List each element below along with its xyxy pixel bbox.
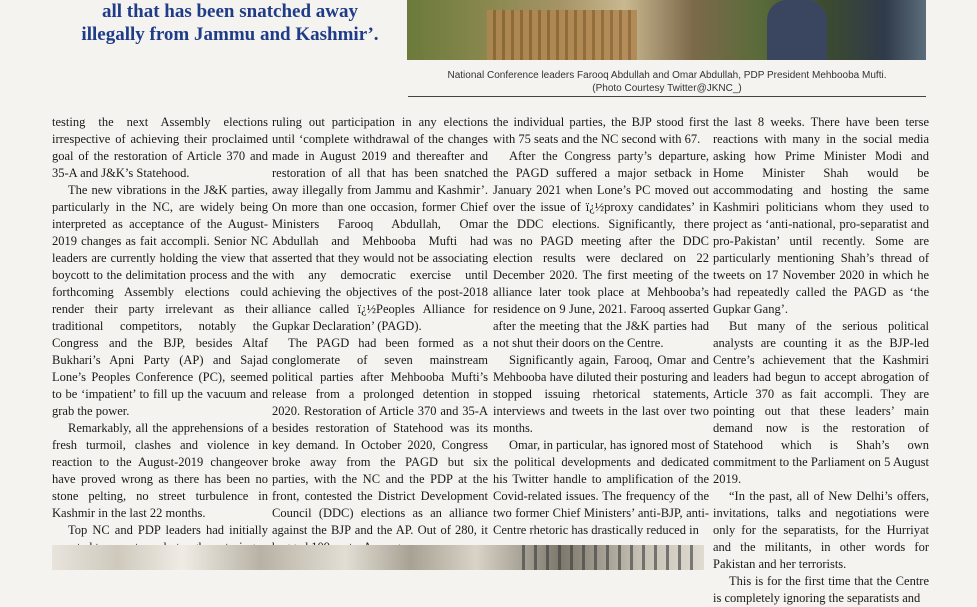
article-column-1 xyxy=(52,114,268,556)
paragraph: Omar, in particular, has ignored most of the political developments and dedicated his Twitter handle to amplification of the Covid-related issues. The frequency of the two former Chief Ministers’ anti-BJP, anti-Centre rhetoric has drastically reduced in xyxy=(493,438,709,537)
paragraph: the individual parties, the BJP stood first with 75 seats and the NC second with 67. xyxy=(493,115,709,146)
caption-divider xyxy=(408,96,926,97)
photo-caption xyxy=(408,69,926,95)
photo-railing xyxy=(522,545,702,570)
paragraph: Significantly again, Farooq, Omar and Mehbooba have diluted their posturing and stopped issuing rhetorical statements, interviews and tweets in the last over two months. xyxy=(493,353,709,435)
paragraph: ruling out participation in any elections until ‘complete withdrawal of the changes made in August 2019 and thereafter and restoration of all that has been snatched away illegally from Jammu and Kashmir’. On more than one occasion, former Chief Ministers Farooq Abdullah, Omar Abdullah and Mehbooba Mufti had asserted that they would not be associating with any democratic exercise until achieving the objectives of the post-2018 alliance called ï¿½Peoples Alliance for Gupkar Declaration’ (PAGD). xyxy=(272,115,488,333)
pull-quote-line-1: all that has been snatched away xyxy=(102,1,358,22)
paragraph: The PAGD had been formed as a conglomerate of seven mainstream political parties after Mehbooba Mufti’s release from a prolonged detention in 2020. Restoration of Article 370 and 35-A besides restoration of Statehood was its key demand. In October 2020, Congress broke away from the PAGD but six parties, with the NC and the PDP at the front, contested the District Development Council (DDC) elections as an alliance against the BJP and the AP. Out of 280, it xyxy=(272,336,488,537)
photo-caption-credit: (Photo Courtesy Twitter@JKNC_) xyxy=(592,83,742,94)
paragraph: After the Congress party’s departure, the PAGD suffered a major setback in January 2021 when Lone’s PC moved out over the issue of ï¿½proxy candidates’ in the DDC elections. Significantly, there was no PAGD meeting after the DDC election results were declared on 22 December 2020. The first meeting of the alliance later took place at Mehbooba’s residence on 9 June, 2021. Farooq asserted after the meeting that the J&K parties had not shut their doors on the Centre. xyxy=(493,149,709,350)
article-column-3 xyxy=(493,114,709,539)
paragraph: testing the next Assembly elections irrespective of achieving their proclaimed goal of the restoration of Article 370 and 35-A and J&K’s Statehood. xyxy=(52,115,268,180)
article-column-2 xyxy=(272,114,488,556)
photo-caption-line-1: National Conference leaders Farooq Abdullah and Omar Abdullah, PDP President Mehbooba Mufti. xyxy=(447,70,887,81)
paragraph: “In the past, all of New Delhi’s offers, invitations, talks and negotiations were only for the separatists, for the Hurriyat and the militants, in other words for Pakistan and her terrorists. xyxy=(713,489,929,571)
paragraph: Top NC and PDP leaders had initially xyxy=(68,523,268,537)
paragraph: The new vibrations in the J&K parties, particularly in the NC, are widely being interpreted as acceptance of the August-2019 changes as fait accompli. Senior NC leaders are currently holding the view that boycott to the delimitation process and the forthcoming Assembly elections could render their party irrelevant as their traditional competitors, notably the Congress and the BJP, besides Altaf Bukhari’s Apni Party (AP) and Sajad Lone’s Peoples Conference (PC), seemed to be ‘impatient’ to fill up the vacuum and grab the power. xyxy=(52,183,268,418)
photo-person xyxy=(767,0,827,60)
bottom-photo xyxy=(52,545,704,570)
paragraph: the last 8 weeks. There have been terse reactions with many in the social media asking how Prime Minister Modi and Home Minister Shah would be accommodating and hosting the same Kashmiri politicians whom they used to project as ‘anti-national, pro-separatist and pro-Pakistan’ until recently. Some are particularly mentioning Shah’s thread of tweets on 17 November 2020 in which he had repeatedly called the PAGD as ‘the Gupkar Gang’. xyxy=(713,115,929,316)
leaders-photo xyxy=(407,0,926,60)
paragraph: Remarkably, all the apprehensions of a fresh turmoil, clashes and violence in reaction to the August-2019 changeover have proved wrong as there has been no stone pelting, no street turbulence in Kashmir in the last 22 months. xyxy=(52,421,268,520)
article-column-4 xyxy=(713,114,929,607)
pull-quote-line-2: illegally from Jammu and Kashmir’. xyxy=(81,24,379,45)
photo-chair xyxy=(487,10,637,60)
paragraph: This is for the first time that the Centre is completely ignoring the separatists and xyxy=(713,574,929,605)
pull-quote xyxy=(60,0,400,46)
paragraph: But many of the serious political analysts are counting it as the BJP-led Centre’s achievement that the Kashmiri leaders had begun to accept abrogation of Article 370 as fait accompli. They are pointing out that these leaders’ main demand now is the restoration of Statehood which is Shah’s own commitment to the Parliament on 5 August 2019. xyxy=(713,319,929,486)
